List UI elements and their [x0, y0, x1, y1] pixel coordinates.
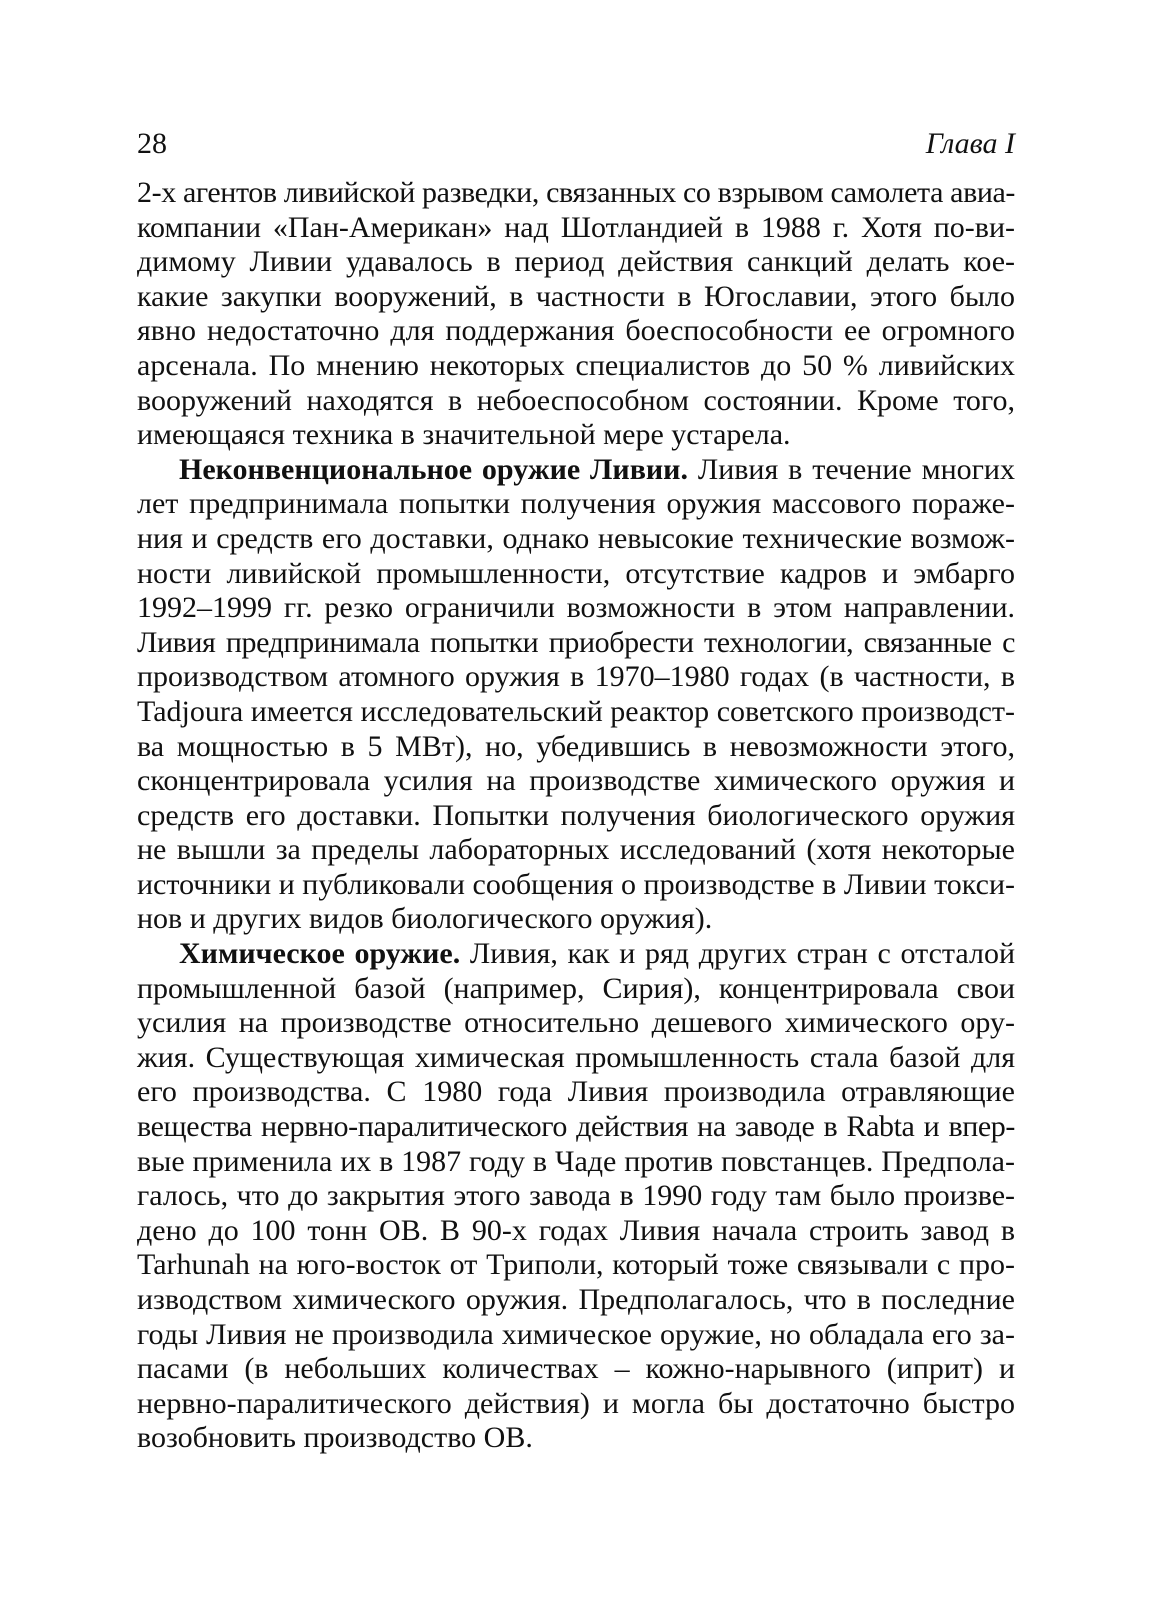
text-line: нов и других видов биологического оружия).	[137, 902, 713, 936]
text-line: 2-х агентов ливийской разведки, связанных со взрывом самолета авиа-	[137, 176, 1015, 209]
text-line: производством атомного оружия в 1970–1980 годах (в частности, в	[137, 660, 1015, 694]
text-line: компании «Пан-Американ» над Шотландией в 1988 г. Хотя по-ви-	[137, 210, 1015, 244]
text-line: арсенала. По мнению некоторых специалистов до 50 % ливийских	[137, 348, 1015, 382]
text-line: нервно-паралитического действия) и могла бы достаточно быстро	[137, 1386, 1015, 1420]
text-line	[137, 937, 1015, 972]
text-line: сконцентрировала усилия на производстве химического оружия и	[137, 764, 1015, 798]
text-line: димому Ливии удавалось в период действия санкций делать кое-	[137, 245, 1015, 279]
text-line: средств его доставки. Попытки получения биологического оружия	[137, 798, 1015, 832]
text-line	[137, 453, 1015, 488]
text-line: источники и публиковали сообщения о производстве в Ливии токси-	[137, 867, 1015, 901]
text-line: вещества нервно-паралитического действия на заводе в Rabta и впер-	[137, 1110, 1015, 1144]
running-header	[137, 124, 1015, 164]
text-line: явно недостаточно для поддержания боеспособности ее огромного	[137, 314, 1015, 348]
text-line: его производства. С 1980 года Ливия производила отравляющие	[137, 1075, 1015, 1109]
text-line: имеющаяся техника в значительной мере устарела.	[137, 418, 791, 452]
text-line: Ливия предпринимала попытки приобрести технологии, связанные с	[137, 625, 1015, 659]
text-body	[137, 176, 1015, 1456]
text-line: Tadjoura имеется исследовательский реактор советского производст-	[137, 694, 1015, 728]
text-line: не вышли за пределы лабораторных исследований (хотя некоторые	[137, 833, 1015, 867]
page-number: 28	[137, 127, 167, 160]
text-line: ности ливийской промышленности, отсутствие кадров и эмбарго	[137, 556, 1015, 590]
text-line: ва мощностью в 5 МВт), но, убедившись в невозможности этого,	[137, 729, 1015, 763]
text-line: промышленной базой (например, Сирия), концентрировала свои	[137, 971, 1015, 1005]
text-line: дено до 100 тонн ОВ. В 90-х годах Ливия начала строить завод в	[137, 1213, 1015, 1247]
heading-line-text: Ливия, как и ряд других стран с отсталой	[460, 937, 1015, 971]
paragraph-libyan-arsenal	[137, 176, 1015, 453]
text-line: пасами (в небольших количествах – кожно-нарывного (иприт) и	[137, 1352, 1015, 1386]
text-line: вооружений находятся в небоеспособном состоянии. Кроме того,	[137, 383, 1015, 417]
text-line: Tarhunah на юго-восток от Триполи, который тоже связывали с про-	[137, 1248, 1015, 1282]
paragraph-chemical-weapons	[137, 937, 1015, 1456]
text-line: усилия на производстве относительно дешевого химического ору-	[137, 1006, 1015, 1040]
text-line: 1992–1999 гг. резко ограничили возможности в этом направлении.	[137, 591, 1015, 625]
text-line: жия. Существующая химическая промышленность стала базой для	[137, 1040, 1015, 1074]
text-line: ния и средств его доставки, однако невысокие технические возмож-	[137, 521, 1015, 555]
text-line: лет предпринимала попытки получения оружия массового пораже-	[137, 487, 1015, 521]
text-line: изводством химического оружия. Предполагалось, что в последние	[137, 1283, 1015, 1316]
text-line: возобновить производство ОВ.	[137, 1421, 533, 1455]
text-line: годы Ливия не производила химическое оружие, но обладала его за-	[137, 1317, 1015, 1351]
heading-line-text: Ливия в течение многих	[687, 452, 1015, 486]
text-line: какие закупки вооружений, в частности в Югославии, этого было	[137, 279, 1015, 313]
text-line: галось, что до закрытия этого завода в 1990 году там было произве-	[137, 1179, 1015, 1213]
text-line: вые применила их в 1987 году в Чаде против повстанцев. Предпола-	[137, 1144, 1015, 1178]
section-heading-unconventional-weapons: Неконвенциональное оружие Ливии.	[179, 452, 688, 486]
paragraph-unconventional-weapons	[137, 453, 1015, 937]
chapter-label: Глава I	[925, 127, 1015, 160]
section-heading-chemical-weapons: Химическое оружие.	[179, 937, 461, 971]
